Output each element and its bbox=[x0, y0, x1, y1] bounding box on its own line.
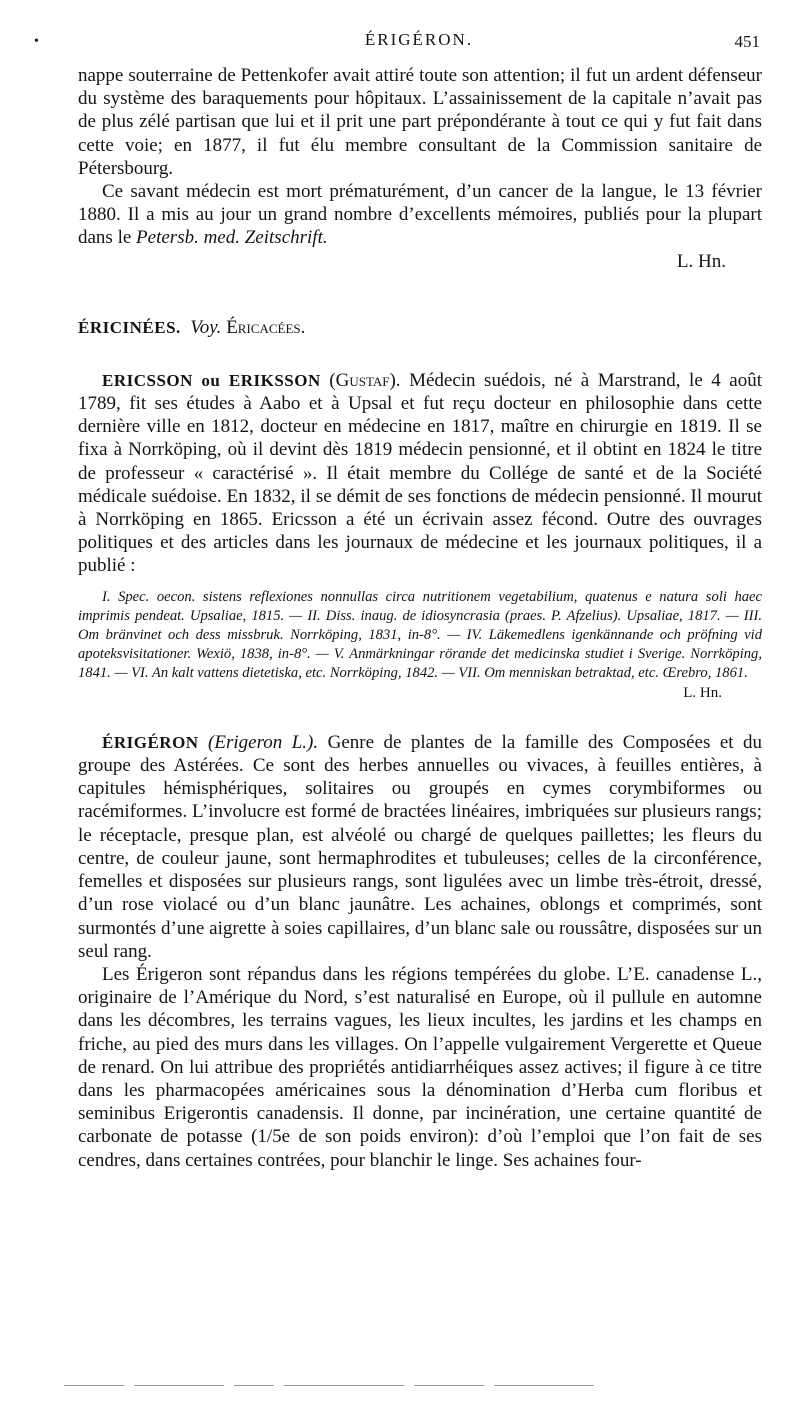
running-head bbox=[34, 30, 760, 54]
body-text bbox=[78, 64, 762, 1172]
running-head-title: ÉRIGÉRON. bbox=[364, 30, 474, 49]
margin-bullet: • bbox=[34, 34, 39, 49]
ericinees-entry bbox=[78, 317, 762, 339]
erigeron-headword: ÉRIGÉRON bbox=[102, 732, 199, 752]
ericsson-bibliography bbox=[78, 588, 762, 703]
ericsson-paragraph bbox=[78, 369, 762, 578]
ericsson-works-list: I. Spec. oecon. sistens reflexiones nonnullas circa nutritionem vegetabilium, quatenus e natura soli haec imprimis pendeat. Upsaliae, 1815. — II. Diss. inaug. de idiosyncrasia (praes. P. Afzelius). Upsaliae, 1817. — III. Om bränvinet och dess missbruk. Norrköping, 1831, in-8°. — IV. Läkemedlens igenkännande och pröfning vid apoteksvisitationer. Wexiö, 1838, in-8°. — V. Anmärkningar rörande det medicinska studiet i Sverige. Norrköping, 1841. — VI. An kalt vattens dietetiska, etc. Norrköping, 1842. — VII. Om menniskan betraktad, etc. Œrebro, 1861. bbox=[78, 588, 762, 682]
death-paragraph bbox=[78, 180, 762, 273]
distribution-paragraph: Les Érigeron sont répandus dans les régions tempérées du globe. L’E. canadense L., originaire de l’Amérique du Nord, s’est naturalisé en Europe, où il pullule en automne dans les décombres, les terrains vagues, les lieux incultes, les jardins et les champs en friche, au pied des murs dans les villages. On l’appelle vulgairement Vergerette et Queue de renard. On lui attribue des propriétés antidiarrhéiques assez actives; il figure à ce titre dans les pharmacopées américaines sous la dénomination d’Herba cum floribus et seminibus Erigerontis canadensis. Il donne, par incinération, une certaine quantité de carbonate de potasse (1/5e de son poids environ): d’où l’emploi que l’on fait de ses cendres, dans certaines contrées, pour blanchir le linge. Ses achaines four- bbox=[78, 963, 762, 1171]
death-signature: L. Hn. bbox=[676, 250, 726, 272]
ericsson-text: Médecin suédois, né à Marstrand, le 4 août 1789, fit ses études à Aabo et à Upsal et fut reçu docteur en philosophie dans cette dernière ville en 1812, docteur en médecine en 1817, maître en chirurgie en 1819. Il se fixa à Norrköping, où il devint dès 1819 médecin pensionné, et il obtint en 1824 le titre de professeur « caractérisé ». Il était membre du Collége de santé et de la Société médicale suédoise. En 1832, il se démit de ses fonctions de médecin pensionné. Il mourut à Norrköping en 1865. Ericsson a été un écrivain assez fécond. Outre des ouvrages politiques et des articles dans les journaux de médecine et les journaux politiques, il a publié : bbox=[78, 369, 762, 577]
footer-rule bbox=[64, 1376, 724, 1382]
death-text: Ce savant médecin est mort prématurément, d’un cancer de la langue, le 13 février 1880. Il a mis au jour un grand nombre d’excellents mémoires, publiés pour la plupart dans le bbox=[78, 181, 762, 249]
ericinees-headword: ÉRICINÉES. bbox=[78, 317, 181, 337]
erigeron-paragraph bbox=[78, 731, 762, 963]
ericsson-name: (Gustaf). bbox=[329, 369, 401, 391]
page-number: 451 bbox=[734, 32, 760, 51]
ericsson-headword: ERICSSON ou ERIKSSON bbox=[102, 370, 321, 390]
pettenkofer-paragraph: nappe souterraine de Pettenkofer avait attiré toute son attention; il fut un ardent défenseur du système des baraquements pour hôpitaux. L’assainissement de la capitale n’avait pas de plus zélé partisan que lui et il prit une part prépondérante à tout ce qui y fut fait dans cette voie; en 1877, il fut élu membre consultant de la Commission sanitaire de Pétersbourg. bbox=[78, 65, 762, 179]
erigeron-text: Genre de plantes de la famille des Composées et du groupe des Astérées. Ce sont des herbes annuelles ou vivaces, à feuilles entières, à capitules hémisphériques, solitaires ou groupés en cymes corymbiformes ou racémiformes. L’involucre est formé de bractées linéaires, imbriquées sur plusieurs rangs; le réceptacle, presque plan, est alvéolé ou chargé de quelques paillettes; les fleurs du centre, de couleur jaune, sont hermaphrodites et tubuleuses; celles de la circonférence, femelles et disposées sur plusieurs rangs, sont ligulées avec un limbe très-étroit, dressé, d’un rose violacé ou d’un blanc jaunâtre. Les achaines, oblongs et comprimés, sont surmontés d’une aigrette à soies capillaires, d’un blanc sale ou roussâtre, disposées sur un seul rang. bbox=[78, 731, 763, 962]
journal-title: Petersb. med. Zeitschrift. bbox=[136, 227, 328, 249]
voy-label: Voy. bbox=[190, 316, 222, 338]
erigeron-latin-name: (Erigeron L.). bbox=[208, 731, 319, 753]
ericsson-signature: L. Hn. bbox=[683, 684, 722, 701]
ericacees-link: Éricacées. bbox=[226, 316, 306, 338]
